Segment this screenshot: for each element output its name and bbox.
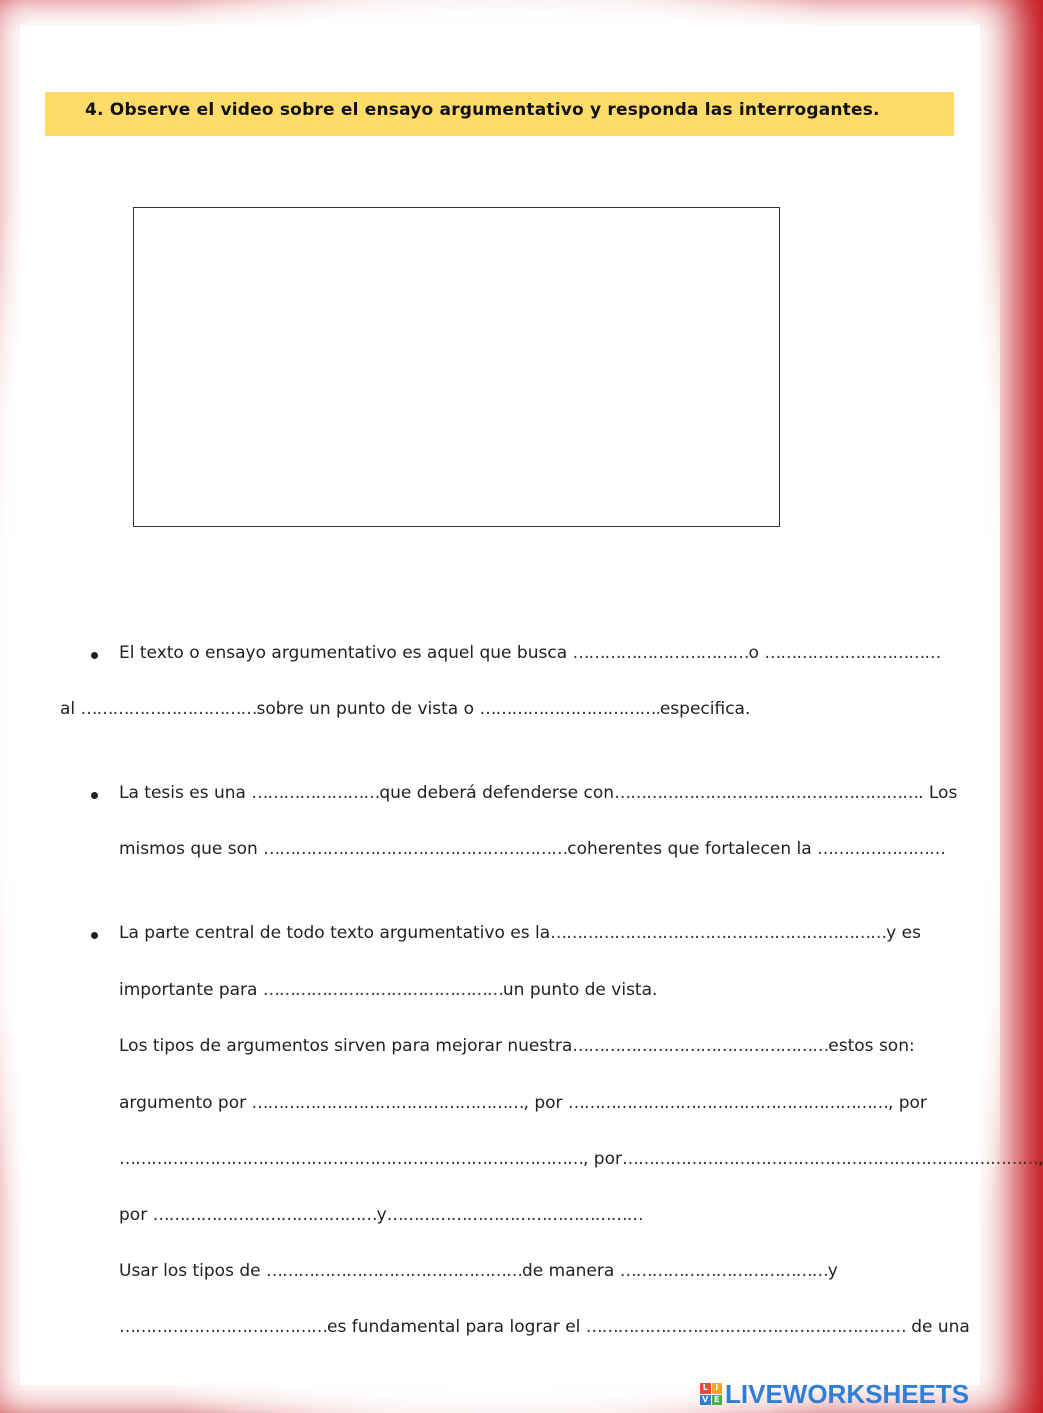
text-segment: estos son: <box>828 1036 915 1056</box>
blank-field[interactable]: …………………………… <box>572 643 749 663</box>
bullet-2 <box>91 792 98 799</box>
bullet-1 <box>91 652 98 659</box>
text-line <box>119 839 945 859</box>
blank-field[interactable]: ………………………………………………… <box>263 839 568 859</box>
text-segment: sobre un punto de vista o <box>256 699 480 719</box>
blank-field[interactable]: …………………………… <box>764 643 941 663</box>
text-line <box>119 1205 643 1225</box>
text-segment: de manera <box>522 1261 620 1281</box>
blank-field[interactable]: …………………… <box>251 783 380 803</box>
logo-letter: L <box>700 1383 711 1394</box>
logo-text: LIVEWORKSHEETS <box>725 1378 970 1409</box>
blank-field[interactable]: …………………………………………………………………………… <box>119 1149 583 1169</box>
blank-field[interactable]: …………………………………………………………………… <box>622 1149 1038 1169</box>
text-segment: y es <box>886 923 921 943</box>
text-line <box>119 980 657 1000</box>
text-segment: un punto de vista. <box>502 980 658 1000</box>
text-line <box>119 643 940 663</box>
text-segment: El texto o ensayo argumentativo es aquel que busca <box>119 643 573 663</box>
blank-field[interactable]: …………………… <box>817 839 946 859</box>
video-embed[interactable] <box>133 207 780 527</box>
blank-field[interactable]: ……………………………………………………… <box>550 923 887 943</box>
text-segment: argumento por <box>119 1093 252 1113</box>
text-segment: especifica. <box>659 699 751 719</box>
blank-field[interactable]: ………………………………… <box>619 1261 828 1281</box>
blank-field[interactable]: …………………………………………………… <box>567 1093 888 1113</box>
blank-field[interactable]: ……………………………. <box>479 699 660 719</box>
question-title: 4. Observe el video sobre el ensayo argumentativo y responda las interrogantes. <box>85 100 880 120</box>
text-segment: mismos que son <box>119 839 264 859</box>
text-segment: . Los <box>918 783 958 803</box>
text-line <box>119 1149 1043 1169</box>
blank-field[interactable]: …………………………………………………… <box>585 1317 906 1337</box>
text-segment: Usar los tipos de <box>119 1261 266 1281</box>
text-line <box>119 1093 927 1113</box>
text-line <box>119 1261 838 1281</box>
text-segment: importante para <box>119 980 263 1000</box>
bullet-3 <box>91 932 98 939</box>
text-line <box>119 1036 915 1056</box>
text-line <box>119 1317 970 1337</box>
logo-letter: I <box>712 1383 723 1394</box>
blank-field[interactable]: ………………………………………………… <box>614 783 919 803</box>
logo-letter: V <box>700 1395 711 1406</box>
text-segment: , <box>1038 1149 1043 1169</box>
blank-field[interactable]: …………………………………… <box>152 1205 377 1225</box>
text-line <box>60 699 750 719</box>
text-line <box>119 923 921 943</box>
blank-field[interactable]: ………………………………………… <box>266 1261 522 1281</box>
blank-field[interactable]: ………………………………………… <box>386 1205 643 1225</box>
text-segment: o <box>748 643 765 663</box>
blank-field[interactable]: …………………………… <box>80 699 257 719</box>
text-segment: , por <box>583 1149 622 1169</box>
text-segment: , por <box>523 1093 568 1113</box>
liveworksheets-logo <box>700 1380 969 1408</box>
blank-field[interactable]: ……………………………………… <box>262 980 503 1000</box>
text-segment: al <box>60 699 81 719</box>
text-segment: y <box>376 1205 387 1225</box>
text-segment: por <box>119 1205 153 1225</box>
blank-field[interactable]: ………………………………… <box>119 1317 327 1337</box>
text-line <box>119 783 957 803</box>
liveworksheets-logo-icon <box>700 1383 722 1405</box>
text-segment: y <box>827 1261 838 1281</box>
text-segment: que deberá defenderse con <box>379 783 615 803</box>
text-segment: La tesis es una <box>119 783 252 803</box>
logo-letter: E <box>712 1395 723 1406</box>
text-segment: La parte central de todo texto argumentativo es la <box>119 923 551 943</box>
text-segment: , por <box>887 1093 927 1113</box>
blank-field[interactable]: ………………………………………… <box>572 1036 829 1056</box>
text-segment: coherentes que fortalecen la <box>567 839 818 859</box>
text-segment: Los tipos de argumentos sirven para mejorar nuestra <box>119 1036 573 1056</box>
text-segment: es fundamental para lograr el <box>327 1317 586 1337</box>
text-segment: de una <box>905 1317 970 1337</box>
question-header <box>45 92 954 136</box>
blank-field[interactable]: …………………………………………… <box>251 1093 524 1113</box>
